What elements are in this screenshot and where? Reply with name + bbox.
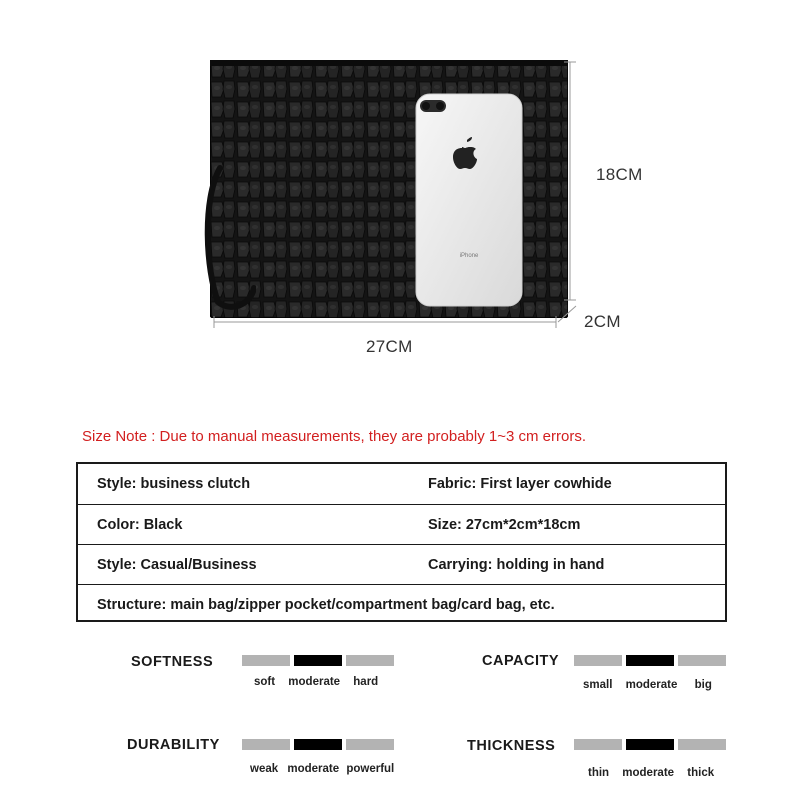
softness-segment-soft <box>242 655 290 666</box>
softness-segment-moderate <box>294 655 342 666</box>
spec-row <box>78 584 725 625</box>
spec-style: Style: business clutch <box>97 476 251 492</box>
spec-fabric: Fabric: First layer cowhide <box>428 476 612 492</box>
spec-structure: Structure: main bag/zipper pocket/compartment bag/card bag, etc. <box>97 597 555 613</box>
durability-label-weak: weak <box>250 763 279 775</box>
wrist-strap <box>196 160 256 320</box>
spec-size: Size: 27cm*2cm*18cm <box>428 517 581 533</box>
thickness-label-moderate: moderate <box>622 767 675 779</box>
thickness-segment-thick <box>678 739 726 750</box>
softness-label-moderate: moderate <box>288 676 341 688</box>
thickness-segment-moderate <box>626 739 674 750</box>
spec-row <box>78 544 725 585</box>
thickness-title: THICKNESS <box>467 738 556 754</box>
capacity-label-moderate: moderate <box>625 679 678 691</box>
clutch-bag-illustration <box>210 60 568 318</box>
capacity-label-big: big <box>694 679 712 691</box>
size-note: Size Note : Due to manual measurements, they are probably 1~3 cm errors. <box>82 428 586 445</box>
capacity-title: CAPACITY <box>482 653 560 669</box>
softness-segment-hard <box>346 655 394 666</box>
thickness-label-thin: thin <box>588 767 610 779</box>
softness-title: SOFTNESS <box>131 654 214 670</box>
width-dimension-label: 27CM <box>366 337 413 356</box>
thickness-labels <box>588 767 714 779</box>
durability-labels <box>250 763 394 775</box>
capacity-segment-big <box>678 655 726 666</box>
spec-row <box>78 464 725 504</box>
spec-table <box>76 462 727 622</box>
softness-labels <box>254 676 378 688</box>
durability-title: DURABILITY <box>127 737 220 753</box>
capacity-labels <box>583 679 712 691</box>
durability-segment-weak <box>242 739 290 750</box>
capacity-segment-moderate <box>626 655 674 666</box>
capacity-label-small: small <box>583 679 613 691</box>
spec-color: Color: Black <box>97 517 183 533</box>
height-dimension-label: 18CM <box>596 165 643 184</box>
svg-text:iPhone: iPhone <box>459 253 479 259</box>
spec-style-casual: Style: Casual/Business <box>97 557 257 573</box>
durability-label-powerful: powerful <box>346 763 395 775</box>
depth-dimension-label: 2CM <box>584 312 621 331</box>
softness-label-hard: hard <box>353 676 379 688</box>
spec-carrying: Carrying: holding in hand <box>428 557 605 573</box>
thickness-segment-thin <box>574 739 622 750</box>
product-image <box>210 60 568 318</box>
spec-row <box>78 504 725 545</box>
thickness-label-thick: thick <box>687 767 715 779</box>
softness-label-soft: soft <box>254 676 276 688</box>
durability-label-moderate: moderate <box>287 763 340 775</box>
durability-segment-powerful <box>346 739 394 750</box>
durability-segment-moderate <box>294 739 342 750</box>
phone-illustration <box>416 94 522 306</box>
capacity-segment-small <box>574 655 622 666</box>
